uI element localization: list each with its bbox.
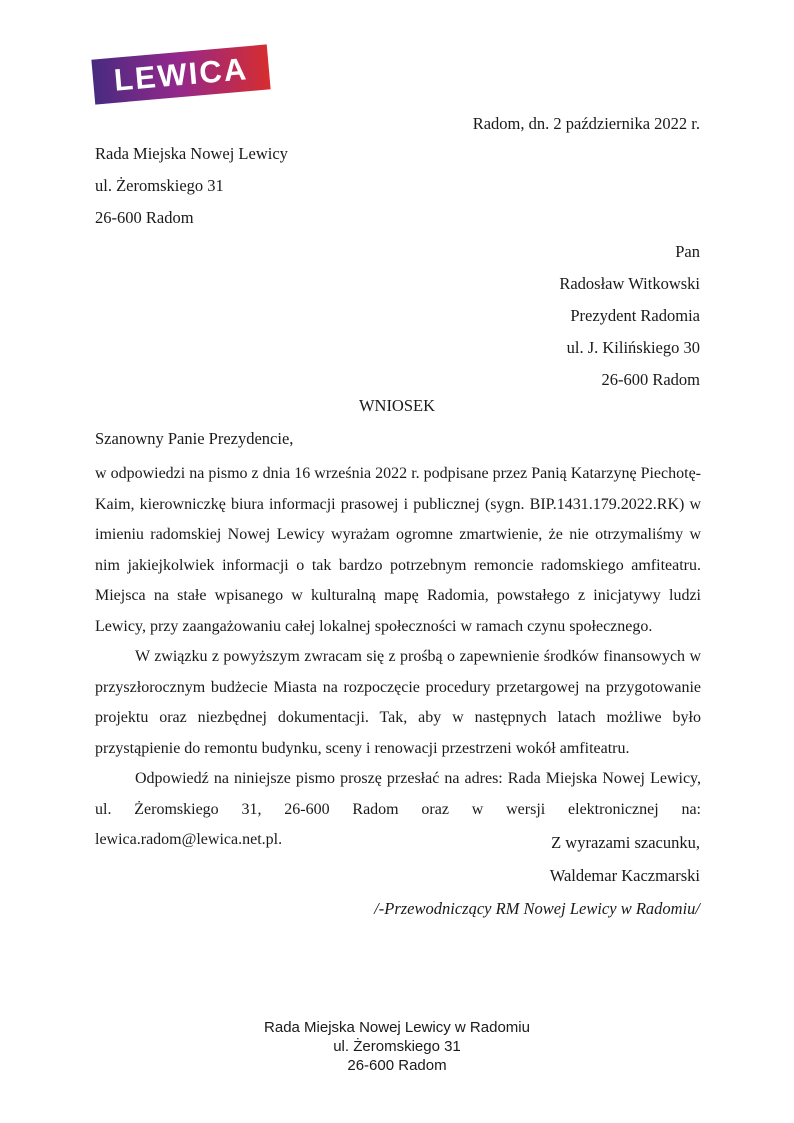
paragraph-3: Odpowiedź na niniejsze pismo proszę przesłać na adres: Rada Miejska Nowej Lewicy, ul. Żeromskiego 31, 26-600 Radom oraz w wersji elektronicznej na: lewica.radom@lewica.net.pl. bbox=[95, 770, 701, 848]
lewica-logo-text: LEWICA bbox=[112, 51, 250, 98]
lewica-logo bbox=[91, 44, 270, 104]
page-footer bbox=[0, 1018, 794, 1075]
footer-line: ul. Żeromskiego 31 bbox=[333, 1038, 461, 1055]
recipient-line: Prezydent Radomia bbox=[570, 306, 700, 325]
letter-body bbox=[95, 459, 701, 856]
recipient-address bbox=[559, 236, 700, 396]
sender-address bbox=[95, 138, 288, 234]
recipient-line: ul. J. Kilińskiego 30 bbox=[566, 338, 700, 357]
letter-title: WNIOSEK bbox=[358, 396, 436, 415]
closing-phrase: Z wyrazami szacunku, bbox=[551, 833, 700, 852]
recipient-line: Pan bbox=[675, 242, 700, 261]
salutation: Szanowny Panie Prezydencie, bbox=[95, 429, 294, 448]
closing-block bbox=[374, 826, 700, 925]
footer-line: Rada Miejska Nowej Lewicy w Radomiu bbox=[264, 1019, 530, 1036]
paragraph-2: W związku z powyższym zwracam się z prośbą o zapewnienie środków finansowych w przyszłorocznym budżecie Miasta na rozpoczęcie procedury przetargowej na przygotowanie projektu oraz niezbędnej dokumentacji. Tak, aby w następnych latach możliwe było przystąpienie do remontu budynku, sceny i renowacji przestrzeni wokół amfiteatru. bbox=[95, 648, 701, 757]
sender-line: Rada Miejska Nowej Lewicy bbox=[95, 144, 288, 163]
signature-role: /-Przewodniczący RM Nowej Lewicy w Radomiu/ bbox=[374, 899, 700, 918]
signature-name: Waldemar Kaczmarski bbox=[549, 866, 700, 885]
recipient-line: 26-600 Radom bbox=[601, 370, 700, 389]
paragraph-1: w odpowiedzi na pismo z dnia 16 września 2022 r. podpisane przez Panią Katarzynę Piechotę-Kaim, kierowniczkę biura informacji prasowej i publicznej (sygn. BIP.1431.179.2022.RK) w imieniu radomskiej Nowej Lewicy wyrażam ogromne zmartwienie, że nie otrzymaliśmy w nim jakiejkolwiek informacji o tak bardzo potrzebnym remoncie radomskiego amfiteatru. Miejsca na stałe wpisanego w kulturalną mapę Radomia, powstałego z inicjatywy ludzi Lewicy, przy zaangażowaniu całej lokalnej społeczności w ramach czynu społecznego. bbox=[95, 465, 701, 635]
sender-line: 26-600 Radom bbox=[95, 208, 194, 227]
footer-line: 26-600 Radom bbox=[347, 1057, 447, 1074]
date-line: Radom, dn. 2 października 2022 r. bbox=[472, 114, 700, 133]
recipient-line: Radosław Witkowski bbox=[559, 274, 700, 293]
sender-line: ul. Żeromskiego 31 bbox=[95, 176, 224, 195]
